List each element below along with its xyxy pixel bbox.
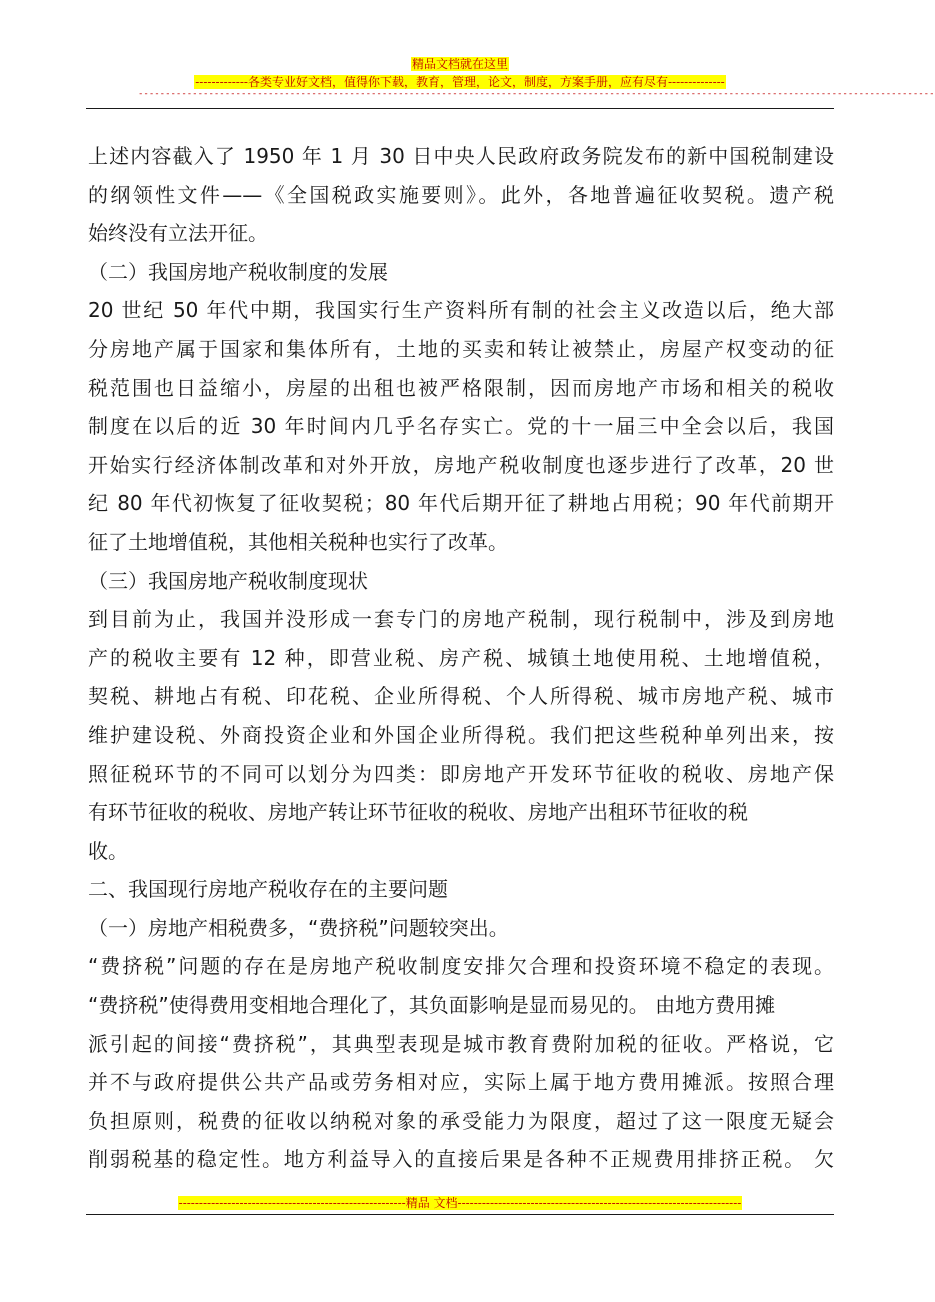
body-line: 征了土地增值税，其他相关税种也实行了改革。 [88, 529, 508, 554]
body-line: 负担原则，税费的征收以纳税对象的承受能力为限度，超过了这一限度无疑会 [88, 1108, 834, 1133]
header-subtitle-text: -------------各类专业好文档，值得你下载，教育，管理，论文，制度，方案手册，应有尽有-------------- [195, 75, 725, 89]
header-dashed-divider: --------------------------------------------------------------------------------------------------------------------------------------------------- [138, 89, 935, 99]
body-line: 并不与政府提供公共产品或劳务相对应，实际上属于地方费用摊派。按照合理 [88, 1070, 834, 1095]
body-line: 照征税环节的不同可以划分为四类：即房地产开发环节征收的税收、房地产保 [88, 761, 834, 786]
body-line: 20 世纪 50 年代中期，我国实行生产资料所有制的社会主义改造以后，绝大部 [88, 298, 834, 323]
body-line: 分房地产属于国家和集体所有，土地的买卖和转让被禁止，房屋产权变动的征 [88, 336, 834, 361]
body-line: 始终没有立法开征。 [88, 221, 268, 246]
body-line: 到目前为止，我国并没形成一套专门的房地产税制，现行税制中，涉及到房地 [88, 607, 834, 632]
section-heading: （一）房地产相税费多，“费挤税”问题较突出。 [88, 915, 509, 940]
section-heading: （二）我国房地产税收制度的发展 [88, 259, 388, 284]
body-line: 上述内容截入了 1950 年 1 月 30 日中央人民政府政务院发布的新中国税制建设 [88, 144, 834, 168]
document-body [88, 137, 834, 1179]
body-line: 纪 80 年代初恢复了征收契税；80 年代后期开征了耕地占用税；90 年代前期开 [88, 491, 834, 516]
body-line: 开始实行经济体制改革和对外开放，房地产税收制度也逐步进行了改革，20 世 [88, 452, 834, 477]
footer-rule [86, 1214, 834, 1215]
header-title [0, 56, 920, 72]
header-subtitle [0, 74, 920, 90]
body-line: 产的税收主要有 12 种，即营业税、房产税、城镇土地使用税、土地增值税， [88, 645, 834, 670]
body-line: 有环节征收的税收、房地产转让环节征收的税收、房地产出租环节征收的税 [88, 800, 748, 825]
body-line: 派引起的间接“费挤税”，其典型表现是城市教育费附加税的征收。严格说，它 [88, 1031, 834, 1056]
body-line: 契税、耕地占有税、印花税、企业所得税、个人所得税、城市房地产税、城市 [88, 684, 834, 709]
footer [0, 1195, 920, 1211]
body-line: 收。 [88, 838, 128, 863]
body-line: 削弱税基的稳定性。地方利益导入的直接后果是各种不正规费用排挤正税。 欠 [88, 1147, 834, 1172]
section-heading: 二、我国现行房地产税收存在的主要问题 [88, 877, 448, 902]
header-title-text: 精品文档就在这里 [411, 57, 508, 71]
body-line: “费挤税”使得费用变相地合理化了，其负面影响是显而易见的。 由地方费用摊 [88, 993, 776, 1018]
body-line: 税范围也日益缩小，房屋的出租也被严格限制，因而房地产市场和相关的税收 [88, 375, 834, 400]
footer-text: --------------------------------------------------------精品 文档---------------------------------------------------------------------- [178, 1196, 742, 1210]
body-line: 的纲领性文件——《全国税政实施要则》。此外，各地普遍征收契税。遗产税 [88, 182, 834, 207]
body-line: 制度在以后的近 30 年时间内几乎名存实亡。党的十一届三中全会以后，我国 [88, 414, 834, 439]
body-line: 维护建设税、外商投资企业和外国企业所得税。我们把这些税种单列出来，按 [88, 722, 834, 747]
body-line: “费挤税”问题的存在是房地产税收制度安排欠合理和投资环境不稳定的表现。 [88, 954, 834, 979]
section-heading: （三）我国房地产税收制度现状 [88, 568, 368, 593]
header-rule [86, 108, 834, 109]
